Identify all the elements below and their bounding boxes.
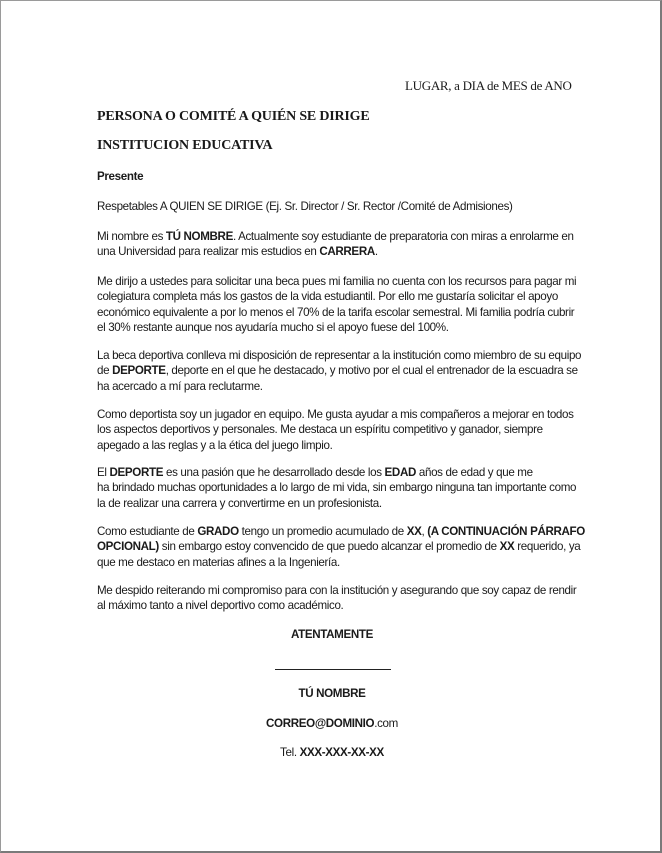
paragraph-passion: El DEPORTE es una pasión que he desarrollado desde los EDAD años de edad y que me ha brindado muchas oportunidades a lo largo de mi vida, sin embargo ninguna tan importante como la de realizar una carrera y convertirme en un profesionista. <box>97 466 577 510</box>
signature-line <box>275 669 391 670</box>
recipient-heading: PERSONA O COMITÉ A QUIÉN SE DIRIGE <box>97 109 370 124</box>
signer-phone: Tel. XXX-XXX-XX-XX <box>280 746 384 759</box>
institution-heading: INSTITUCION EDUCATIVA <box>97 138 273 153</box>
signer-email: CORREO@DOMINIO.com <box>266 717 398 730</box>
paragraph-farewell: Me despido reiterando mi compromiso para con la institución y asegurando que soy capaz de rendir al máximo tanto a nivel deportivo como académico. <box>97 584 577 613</box>
place-date: LUGAR, a DIA de MES de ANO <box>405 78 572 93</box>
paragraph-request: Me dirijo a ustedes para solicitar una beca pues mi familia no cuenta con los recursos para pagar mi colegiatura completa más los gastos de la vida estudiantil. Por ello me gustaría solicitar el apoyo económico equivalente a por lo menos el 70% de la tarifa escolar semestral. Mi familia podría cubrir el 30% restante aunque nos ayudaría mucho si el apoyo fuese del 100%. <box>97 275 577 334</box>
paragraph-sports-scholarship: La beca deportiva conlleva mi disposición de representar a la institución como miembro de su equipo de DEPORTE, deporte en el que he destacado, y motivo por el cual el entrenador de la escuadra se ha acercado a mí para reclutarme. <box>97 349 582 393</box>
paragraph-intro: Mi nombre es TÚ NOMBRE. Actualmente soy estudiante de preparatoria con miras a enrolarme en una Universidad para realizar mis estudios en CARRERA. <box>97 230 574 259</box>
paragraph-team-player: Como deportista soy un jugador en equipo. Me gusta ayudar a mis compañeros a mejorar en todos los aspectos deportivos y personales. Me destaca un espíritu competitivo y ganador, siempre apegado a las reglas y a la ética del juego limpio. <box>97 408 574 452</box>
signer-name: TÚ NOMBRE <box>298 687 366 700</box>
paragraph-grades: Como estudiante de GRADO tengo un promedio acumulado de XX, (A CONTINUACIÓN PÁRRAFO OPCIONAL) sin embargo estoy convencido de que puedo alcanzar el promedio de XX requerido, ya que me destaco en materias afines a la Ingeniería. <box>97 525 585 569</box>
presente-label: Presente <box>97 170 144 183</box>
closing-atentamente: ATENTAMENTE <box>290 628 374 641</box>
greeting-line: Respetables A QUIEN SE DIRIGE (Ej. Sr. Director / Sr. Rector /Comité de Admisiones) <box>97 200 513 213</box>
